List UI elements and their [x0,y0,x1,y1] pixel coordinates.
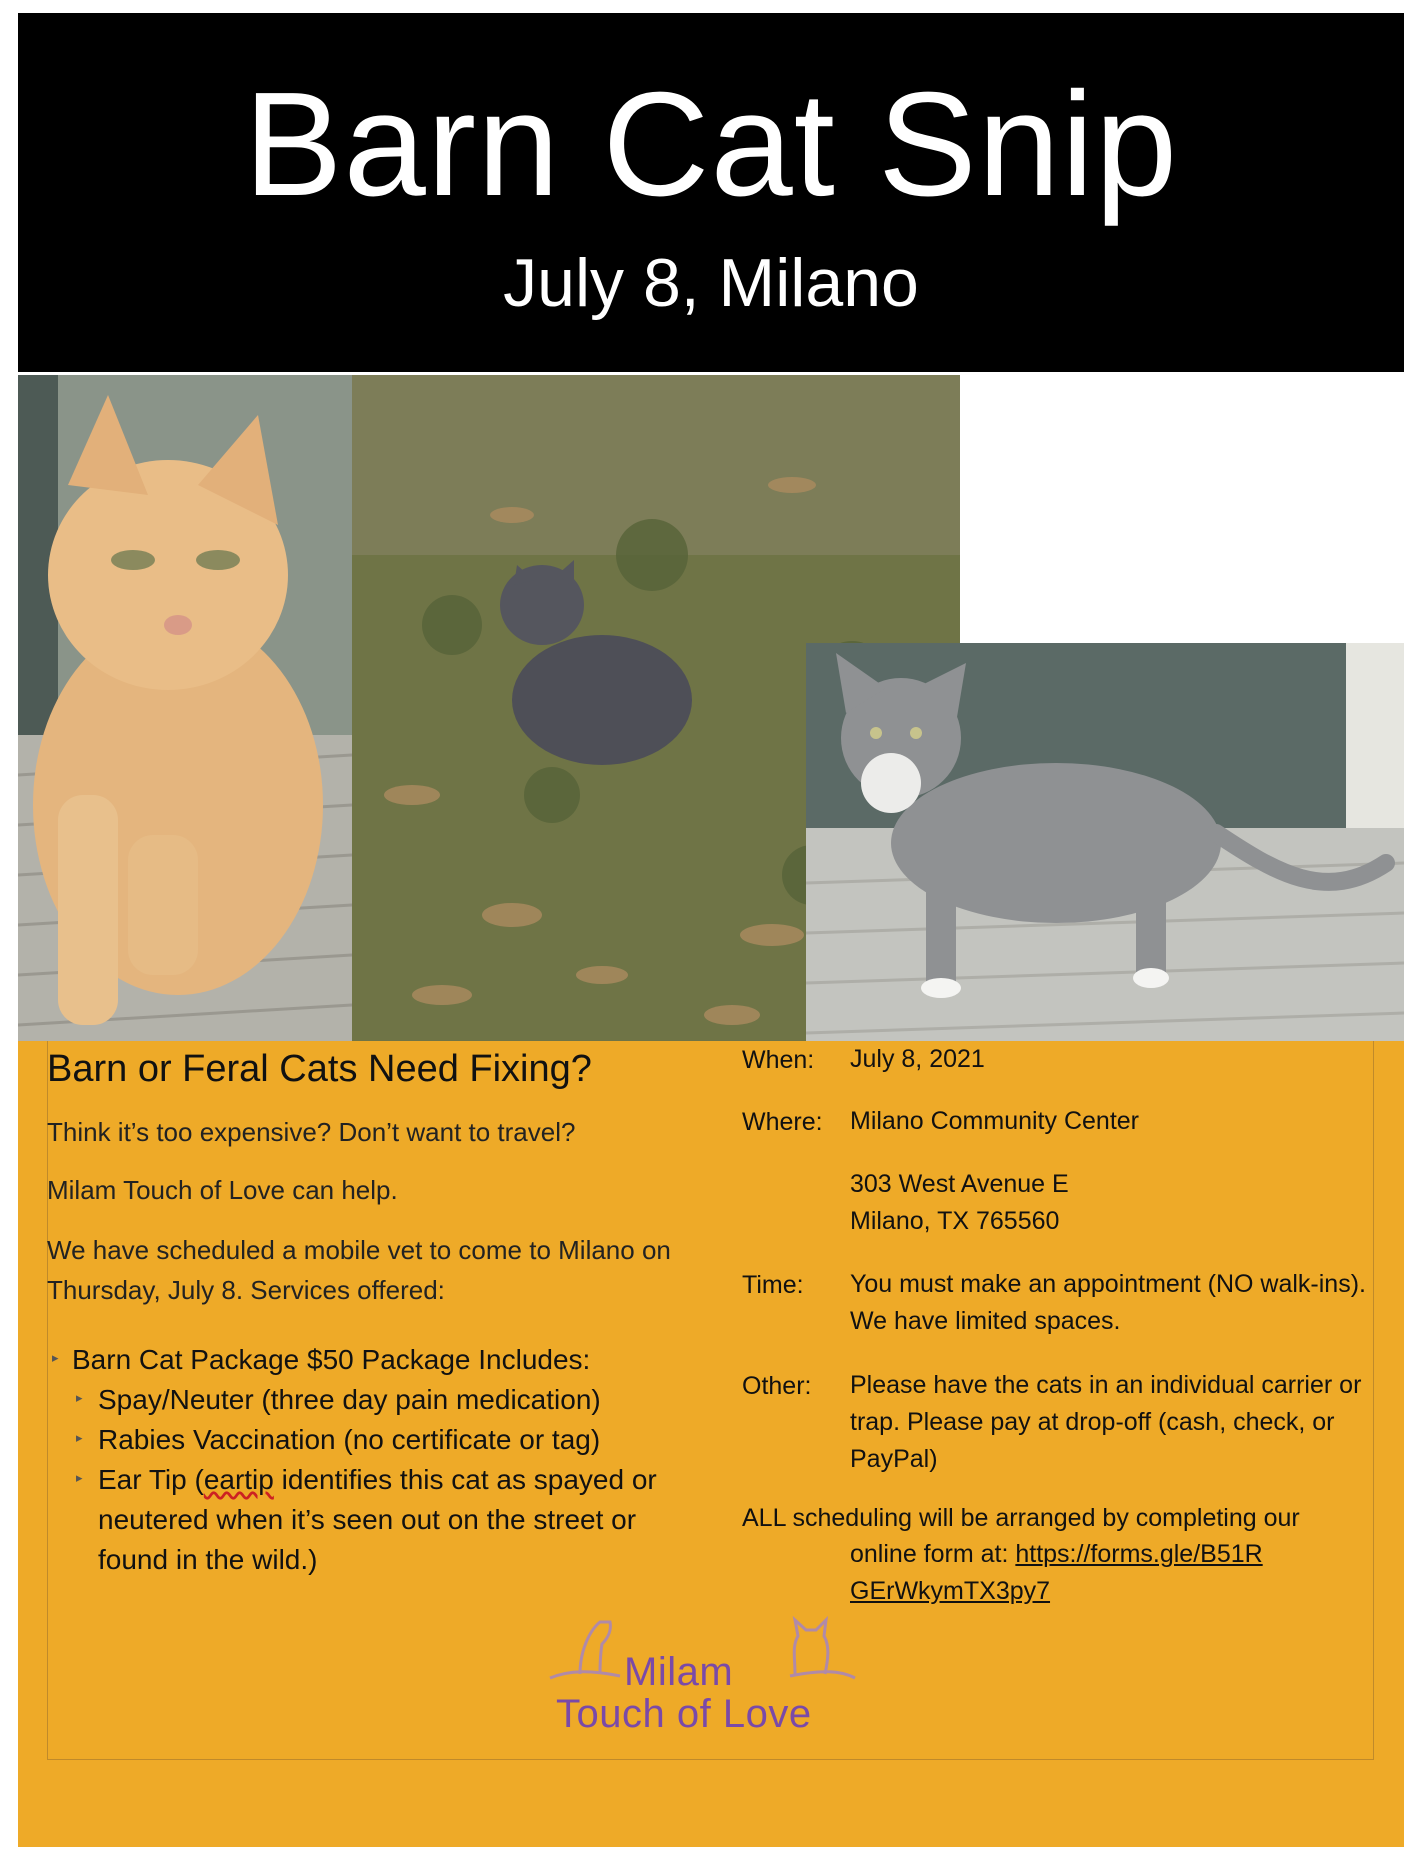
other-label: Other: [742,1372,812,1400]
milam-touch-of-love-logo [540,1610,860,1736]
title-banner [18,13,1404,372]
photo-grey-white-cat [806,643,1404,1041]
intro-paragraph-3: We have scheduled a mobile vet to come to Milano on Thursday, July 8. Services offered: [47,1235,671,1305]
poster-title: Barn Cat Snip [243,62,1179,227]
scheduling-text: ALL scheduling will be arranged by completing our [742,1504,1300,1532]
photo-orange-cat [18,375,352,1041]
list-item: ▸ Barn Cat Package $50 Package Includes: [50,1340,690,1380]
time-label: Time: [742,1271,804,1299]
logo-line-2: Touch of Love [556,1692,812,1736]
where-label: Where: [742,1108,823,1136]
list-item: ▸ Spay/Neuter (three day pain medication) [50,1380,690,1420]
where-value: Milano Community Center [850,1107,1139,1135]
bullet-triangle-icon: ▸ [52,1350,59,1365]
intro-heading: Barn or Feral Cats Need Fixing? [47,1048,592,1090]
logo-line-1: Milam [624,1650,734,1694]
poster-subtitle: July 8, Milano [503,245,919,321]
list-item: ▸ Rabies Vaccination (no certificate or tag) [50,1420,690,1460]
intro-paragraph-1: Think it’s too expensive? Don’t want to travel? [47,1117,576,1147]
when-label: When: [742,1046,815,1074]
intro-paragraph-2: Milam Touch of Love can help. [47,1175,398,1205]
other-value: Please have the cats in an individual carrier or trap. Please pay at drop-off (cash, check, or PayPal) [850,1371,1362,1473]
time-value: You must make an appointment (NO walk-ins). We have limited spaces. [850,1270,1366,1335]
spellcheck-word: eartip [203,1464,274,1495]
bullet-triangle-icon: ▸ [76,1390,83,1405]
bullet-triangle-icon: ▸ [76,1470,83,1485]
bullet-triangle-icon: ▸ [76,1430,83,1445]
list-item: ▸ Ear Tip (eartip identifies this cat as spayed or neutered when it’s seen out on the street or found in the wild.) [50,1460,690,1580]
when-value: July 8, 2021 [850,1045,985,1073]
address-line-1: 303 West Avenue E [850,1170,1069,1198]
services-list [50,1340,690,1580]
scheduling-link-line: online form at: https://forms.gle/B51RGErWkymTX3py7 [850,1540,1263,1605]
form-link[interactable]: https://forms.gle/B51RGErWkymTX3py7 [850,1540,1263,1605]
address-line-2: Milano, TX 765560 [850,1207,1060,1235]
